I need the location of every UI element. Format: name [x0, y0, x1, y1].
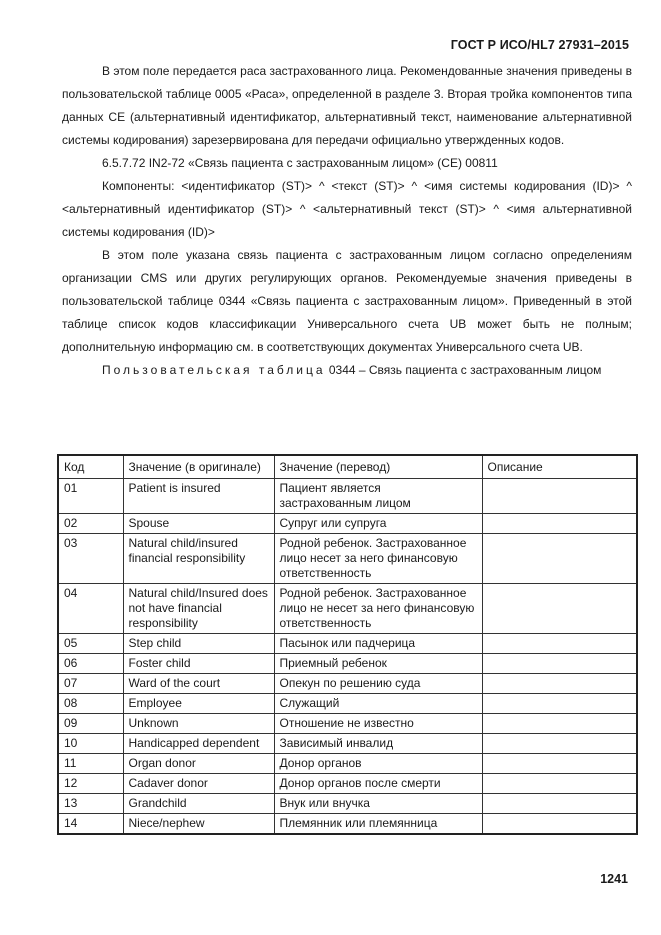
cell-original: Employee [123, 694, 274, 714]
cell-translation: Супруг или супруга [274, 514, 482, 534]
cell-description [482, 754, 637, 774]
header-description: Описание [482, 455, 637, 479]
cell-translation: Приемный ребенок [274, 654, 482, 674]
cell-code: 05 [58, 634, 123, 654]
table-row [58, 479, 637, 514]
table-body [58, 479, 637, 835]
relationship-table [57, 454, 638, 835]
cell-code: 14 [58, 814, 123, 835]
cell-description [482, 694, 637, 714]
table-row [58, 654, 637, 674]
cell-code: 12 [58, 774, 123, 794]
cell-original: Grandchild [123, 794, 274, 814]
cell-translation: Служащий [274, 694, 482, 714]
table-row [58, 534, 637, 584]
cell-original: Handicapped dependent [123, 734, 274, 754]
cell-original: Cadaver donor [123, 774, 274, 794]
table-caption-prefix: Пользовательская таблица [102, 363, 326, 377]
cell-description [482, 714, 637, 734]
cell-description [482, 734, 637, 754]
table-row [58, 514, 637, 534]
cell-translation: Опекун по решению суда [274, 674, 482, 694]
cell-translation: Внук или внучка [274, 794, 482, 814]
cell-original: Step child [123, 634, 274, 654]
cell-description [482, 584, 637, 634]
table-row [58, 754, 637, 774]
cell-description [482, 794, 637, 814]
document-header: ГОСТ Р ИСО/HL7 27931–2015 [450, 38, 629, 52]
cell-description [482, 634, 637, 654]
table-row [58, 714, 637, 734]
cell-code: 03 [58, 534, 123, 584]
header-translation: Значение (перевод) [274, 455, 482, 479]
table-row [58, 694, 637, 714]
cell-code: 01 [58, 479, 123, 514]
cell-original: Natural child/insured financial responsibility [123, 534, 274, 584]
cell-description [482, 674, 637, 694]
cell-code: 08 [58, 694, 123, 714]
cell-translation: Пасынок или падчерица [274, 634, 482, 654]
page-number: 1241 [600, 872, 628, 886]
cell-code: 02 [58, 514, 123, 534]
cell-translation: Племянник или племянница [274, 814, 482, 835]
section-heading: 6.5.7.72 IN2-72 «Связь пациента с застрахованным лицом» (CE) 00811 [102, 156, 498, 170]
cell-description [482, 479, 637, 514]
document-body [62, 60, 632, 382]
cell-code: 09 [58, 714, 123, 734]
cell-code: 07 [58, 674, 123, 694]
cell-translation: Отношение не известно [274, 714, 482, 734]
cell-code: 06 [58, 654, 123, 674]
cell-original: Foster child [123, 654, 274, 674]
cell-description [482, 534, 637, 584]
table-row [58, 634, 637, 654]
table-row [58, 734, 637, 754]
cell-code: 10 [58, 734, 123, 754]
paragraph-race: В этом поле передается раса застрахованного лица. Рекомендованные значения приведены в пользовательской таблице 0005 «Раса», определенной в разделе 3. Вторая тройка компонентов типа данных CE (альтернативный идентификатор, альтернативный текст, наименование альтернативной системы кодирования) зарезервирована для передачи официально утвержденных кодов. [62, 64, 632, 147]
cell-original: Ward of the court [123, 674, 274, 694]
cell-code: 13 [58, 794, 123, 814]
cell-translation: Родной ребенок. Застрахованное лицо несет за него финансовую ответственность [274, 534, 482, 584]
table-header-row [58, 455, 637, 479]
table-row [58, 814, 637, 835]
table-row [58, 584, 637, 634]
paragraph-components: Компоненты: <идентификатор (ST)> ^ <текст (ST)> ^ <имя системы кодирования (ID)> ^ <альтернативный идентификатор (ST)> ^ <альтернативный текст (ST)> ^ <имя альтернативной системы кодирования (ID)> [62, 179, 632, 239]
cell-code: 04 [58, 584, 123, 634]
cell-original: Unknown [123, 714, 274, 734]
cell-description [482, 814, 637, 835]
cell-original: Patient is insured [123, 479, 274, 514]
cell-description [482, 514, 637, 534]
header-code: Код [58, 455, 123, 479]
table-row [58, 774, 637, 794]
table-caption-rest: 0344 – Связь пациента с застрахованным лицом [325, 363, 602, 377]
table-row [58, 794, 637, 814]
cell-original: Natural child/Insured does not have financial responsibility [123, 584, 274, 634]
cell-original: Organ donor [123, 754, 274, 774]
cell-translation: Пациент является застрахованным лицом [274, 479, 482, 514]
header-original: Значение (в оригинале) [123, 455, 274, 479]
cell-translation: Донор органов после смерти [274, 774, 482, 794]
cell-description [482, 774, 637, 794]
cell-original: Niece/nephew [123, 814, 274, 835]
cell-translation: Родной ребенок. Застрахованное лицо не несет за него финансовую ответственность [274, 584, 482, 634]
cell-description [482, 654, 637, 674]
cell-code: 11 [58, 754, 123, 774]
cell-original: Spouse [123, 514, 274, 534]
cell-translation: Донор органов [274, 754, 482, 774]
cell-translation: Зависимый инвалид [274, 734, 482, 754]
table-caption [62, 359, 632, 382]
table-row [58, 674, 637, 694]
paragraph-relationship: В этом поле указана связь пациента с застрахованным лицом согласно определениям организации CMS или других регулирующих органов. Рекомендуемые значения приведены в пользовательской таблице 0344 «Связь пациента с застрахованным лицом». Приведенный в этой таблице список кодов классификации Универсального счета UB может быть не полным; дополнительную информацию см. в соответствующих документах Универсального счета UB. [62, 248, 632, 354]
